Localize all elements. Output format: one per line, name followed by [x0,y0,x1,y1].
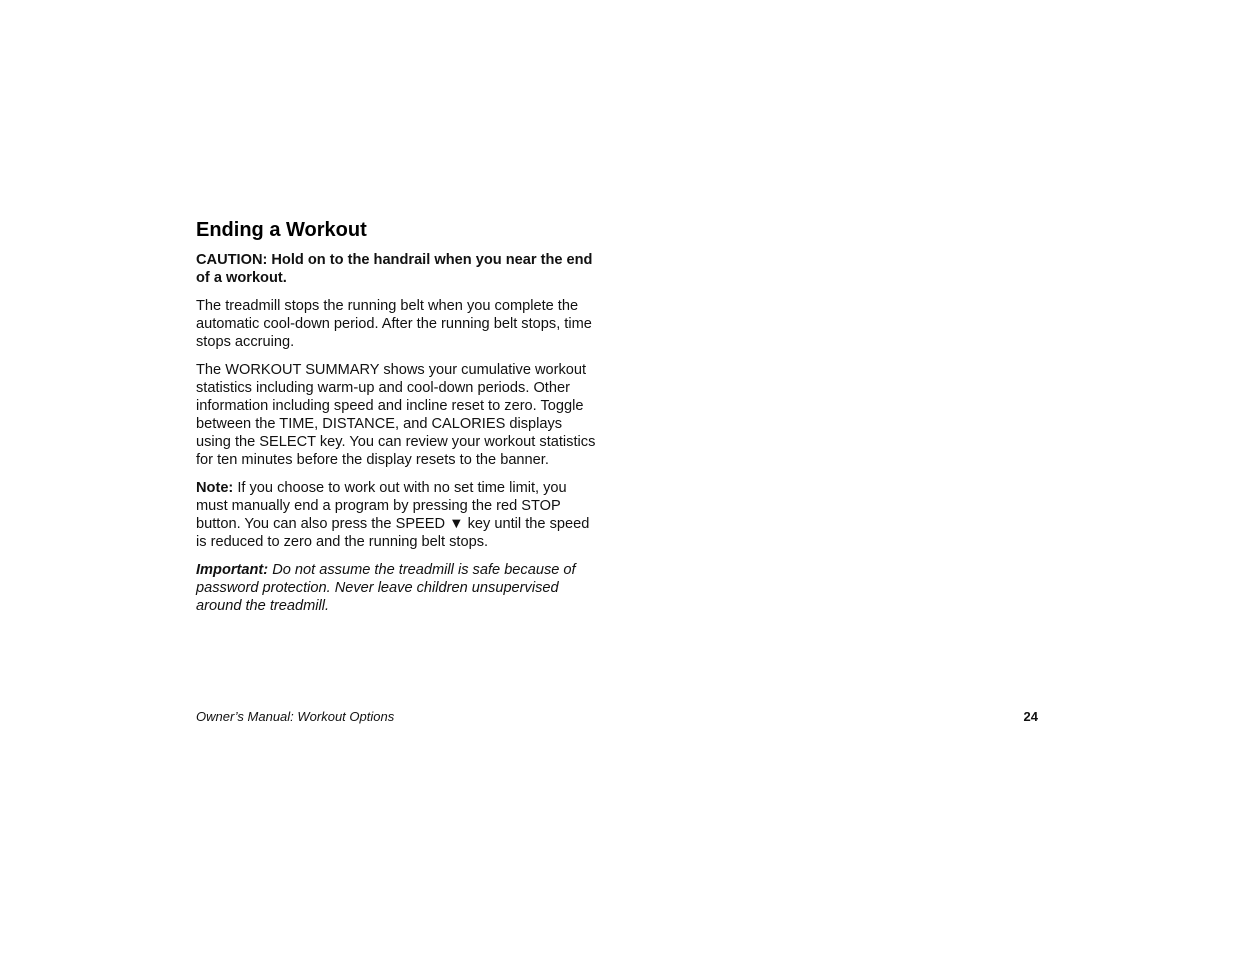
section-heading: Ending a Workout [196,219,367,241]
important-text: Do not assume the treadmill is safe because of password protection. Never leave children unsupervised around the treadmill. [196,562,576,614]
page-number: 24 [1023,709,1038,724]
note-text-after: key until the speed is reduced to zero and the running belt stops. [196,516,590,550]
note-text-before: If you choose to work out with no set time limit, you must manually end a program by pressing the red STOP button. You can also press the SPEED [196,480,567,532]
content-column [196,217,596,625]
speed-down-arrow-icon: ▼ [449,516,464,532]
footer-title: Owner’s Manual: Workout Options [196,709,395,724]
caution-text: CAUTION: Hold on to the handrail when you near the end of a workout. [196,252,593,286]
paragraph-workout-summary: The WORKOUT SUMMARY shows your cumulative workout statistics including warm-up and cool-down periods. Other information including speed and incline reset to zero. Toggle between the TIME, DISTANCE, and CALORIES displays using the SELECT key. You can review your workout statistics for ten minutes before the display resets to the banner. [196,362,596,468]
important-label: Important: [196,562,269,578]
important-paragraph [196,561,596,615]
note-paragraph [196,479,596,551]
note-label: Note: [196,480,234,496]
paragraph-belt-stops: The treadmill stops the running belt when you complete the automatic cool-down period. After the running belt stops, time stops accruing. [196,298,592,350]
